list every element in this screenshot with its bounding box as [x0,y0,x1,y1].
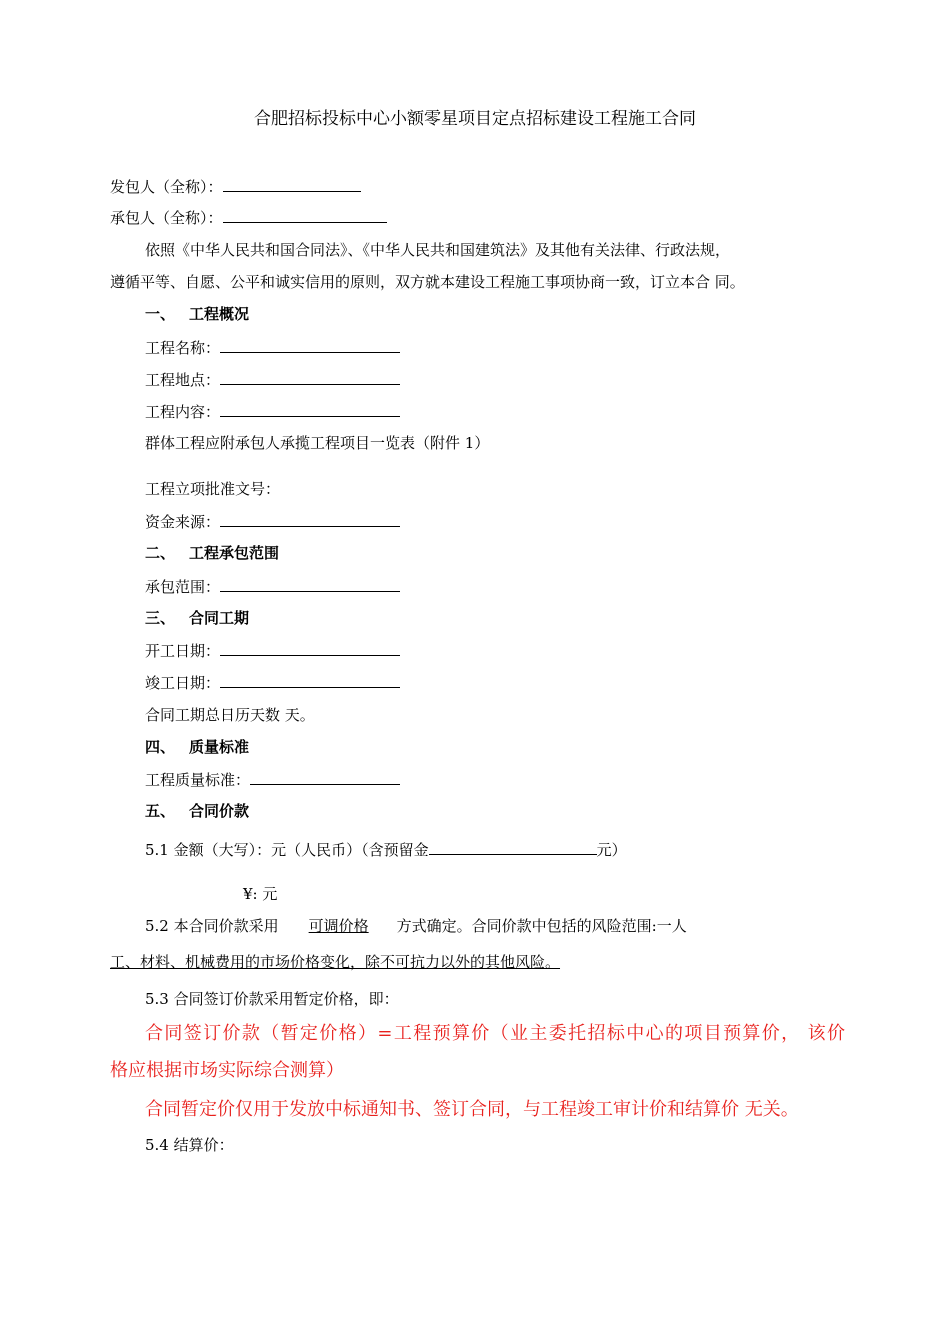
section-5-num: 五、 [145,802,176,820]
finish-date-label: 竣工日期： [145,674,221,692]
section-5-title: 合同价款 [189,802,250,820]
price-method-value: 可调价格 [308,917,369,935]
start-date-label: 开工日期： [145,642,221,660]
section-2-heading [145,542,279,564]
intro-line-2: 遵循平等、自愿、公平和诚实信用的原则，双方就本建设工程施工事项协商一致，订立本合 同。 [110,273,745,291]
funds-source-label: 资金来源： [145,513,221,531]
project-content-blank[interactable] [220,400,400,417]
section-3-title: 合同工期 [189,609,250,627]
section-1-heading [145,303,249,325]
section-2-num: 二、 [145,544,176,562]
party-b-label: 承包人（全称）： [110,209,223,227]
project-location-blank[interactable] [220,368,400,385]
scope-line [145,575,400,598]
start-date-blank[interactable] [220,639,400,656]
project-content-line [145,400,400,423]
red-note-1-line-2: 格应根据市场实际综合测算） [110,1060,344,1081]
clause-5-1-prefix: 5.1 金额（大写）：元（人民币）（含预留金 [145,841,429,859]
section-2-title: 工程承包范围 [189,544,280,562]
party-b-line [110,206,387,229]
approval-number-line [145,478,280,500]
finish-date-blank[interactable] [220,671,400,688]
clause-5-1-line [145,838,627,861]
project-name-label: 工程名称： [145,339,221,357]
funds-source-blank[interactable] [220,510,400,527]
party-a-label: 发包人（全称）： [110,178,223,196]
party-a-line [110,175,361,198]
project-location-line [145,368,400,391]
party-a-blank[interactable] [223,175,361,192]
section-4-num: 四、 [145,738,176,756]
quality-standard-blank[interactable] [250,768,400,785]
project-location-label: 工程地点： [145,371,221,389]
section-3-heading [145,607,249,629]
intro-line-1: 依照《中华人民共和国合同法》、《中华人民共和国建筑法》及其他有关法律、行政法规， [145,241,731,259]
section-3-num: 三、 [145,609,176,627]
clause-5-3: 5.3 合同签订价款采用暂定价格，即： [145,990,399,1008]
project-content-label: 工程内容： [145,403,221,421]
document-title: 合肥招标投标中心小额零星项目定点招标建设工程施工合同 [254,109,696,129]
project-name-line [145,336,400,359]
section-5-heading [145,800,249,822]
clause-5-2-prefix: 5.2 本合同价款采用 [145,917,279,935]
red-note-1-line-1: 合同签订价款（暂定价格）=工程预算价（业主委托招标中心的项目预算价， 该价 [145,1023,845,1044]
clause-5-4: 5.4 结算价： [145,1136,234,1154]
party-b-blank[interactable] [223,206,387,223]
clause-5-2-line [145,915,687,937]
section-1-title: 工程概况 [189,305,250,323]
project-name-blank[interactable] [220,336,400,353]
section-4-heading [145,736,249,758]
approval-number-label: 工程立项批准文号： [145,480,281,498]
section-1-num: 一、 [145,305,176,323]
quality-standard-label: 工程质量标准： [145,771,251,789]
duration-line: 合同工期总日历天数 天。 [145,706,315,724]
quality-standard-line [145,768,400,791]
clause-5-2-line-2: 工、材料、机械费用的市场价格变化，除不可抗力以外的其他风险。 [110,953,561,971]
scope-blank[interactable] [220,575,400,592]
start-date-line [145,639,400,662]
finish-date-line [145,671,400,694]
scope-label: 承包范围： [145,578,221,596]
funds-source-line [145,510,400,533]
clause-5-1-yen: ¥: 元 [243,885,278,903]
group-project-note: 群体工程应附承包人承揽工程项目一览表（附件 1） [145,434,490,452]
red-note-2: 合同暂定价仅用于发放中标通知书、签订合同，与工程竣工审计价和结算价 无关。 [145,1099,799,1120]
clause-5-1-suffix: 元） [596,841,627,859]
reserve-amount-blank[interactable] [429,838,597,855]
clause-5-2-suffix: 方式确定。合同价款中包括的风险范围:一人 [396,917,687,935]
section-4-title: 质量标准 [189,738,250,756]
